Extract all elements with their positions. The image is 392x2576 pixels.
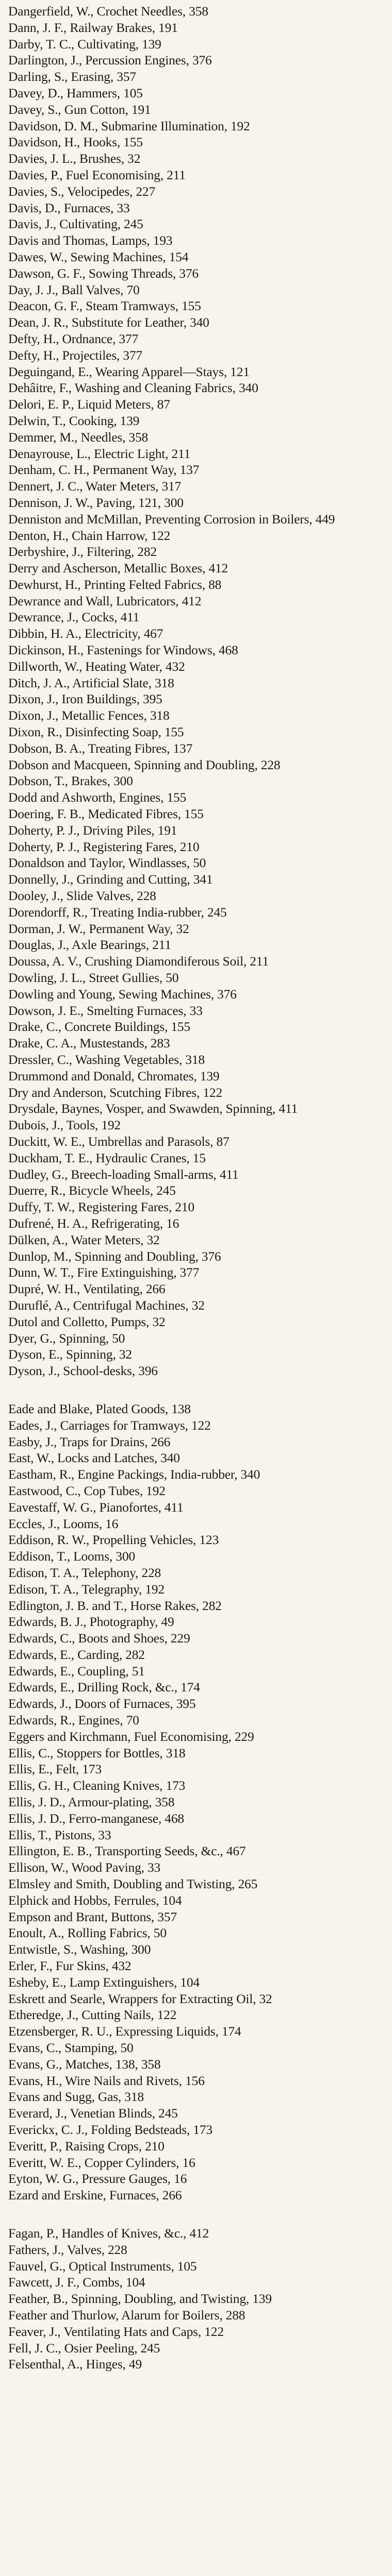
index-entry: Eskrett and Searle, Wrappers for Extracting Oil, 32 xyxy=(8,1991,272,2006)
index-entry: Feather, B., Spinning, Doubling, and Twisting, 139 xyxy=(8,2291,272,2307)
index-entry: Feaver, J., Ventilating Hats and Caps, 122 xyxy=(8,2324,224,2339)
index-entry: Edwards, R., Engines, 70 xyxy=(8,1713,139,1728)
index-entry: Ellis, J. D., Ferro-manganese, 468 xyxy=(8,1810,184,1826)
index-entry: Dyer, G., Spinning, 50 xyxy=(8,1330,125,1346)
index-entry: Donaldson and Taylor, Windlasses, 50 xyxy=(8,855,206,871)
index-entry: Drake, C., Concrete Buildings, 155 xyxy=(8,1019,190,1035)
index-entry: Dobson and Macqueen, Spinning and Doubling, 228 xyxy=(8,757,281,772)
index-entry: Dupré, W. H., Ventilating, 266 xyxy=(8,1281,166,1297)
index-entry: Etheredge, J., Cutting Nails, 122 xyxy=(8,2007,177,2023)
index-entry: Eccles, J., Looms, 16 xyxy=(8,1516,119,1531)
index-entry: Duckham, T. E., Hydraulic Cranes, 15 xyxy=(8,1150,206,1165)
index-entry: Drummond and Donald, Chromates, 139 xyxy=(8,1068,220,1083)
index-entry: Dewrance and Wall, Lubricators, 412 xyxy=(8,593,202,608)
index-entry: Eddison, R. W., Propelling Vehicles, 123 xyxy=(8,1532,219,1548)
index-entry: Doussa, A. V., Crushing Diamondiferous Soil, 211 xyxy=(8,954,269,969)
index-entry: Dudley, G., Breech-loading Small-arms, 411 xyxy=(8,1166,239,1182)
index-entry: Ellis, G. H., Cleaning Knives, 173 xyxy=(8,1778,186,1793)
index-entry: Davis, D., Furnaces, 33 xyxy=(8,200,130,215)
index-entry: Empson and Brant, Buttons, 357 xyxy=(8,1909,177,1924)
index-entry: Day, J. J., Ball Valves, 70 xyxy=(8,282,140,297)
index-entry: Dufrené, H. A., Refrigerating, 16 xyxy=(8,1215,179,1231)
index-entry: East, W., Locks and Latches, 340 xyxy=(8,1450,180,1466)
index-entry: Delwin, T., Cooking, 139 xyxy=(8,413,140,428)
index-entry: Davis and Thomas, Lamps, 193 xyxy=(8,233,173,248)
index-entry: Deguingand, E., Wearing Apparel—Stays, 121 xyxy=(8,364,250,379)
index-entry: Duckitt, W. E., Umbrellas and Parasols, 87 xyxy=(8,1133,230,1149)
index-entry: Duerre, R., Bicycle Wheels, 245 xyxy=(8,1183,176,1198)
index-entry: Erler, F., Fur Skins, 432 xyxy=(8,1958,132,1974)
index-entry: Davies, S., Velocipedes, 227 xyxy=(8,183,156,199)
index-entry: Elmsley and Smith, Doubling and Twisting, 265 xyxy=(8,1876,258,1892)
index-entry: Fathers, J., Valves, 228 xyxy=(8,2242,127,2257)
index-entry: Ellington, E. B., Transporting Seeds, &c., 467 xyxy=(8,1843,246,1859)
index-entry: Davey, S., Gun Cotton, 191 xyxy=(8,101,151,117)
index-entry: Dobson, T., Brakes, 300 xyxy=(8,773,133,789)
index-section-d xyxy=(8,3,384,1379)
index-entry: Dunlop, M., Spinning and Doubling, 376 xyxy=(8,1248,221,1264)
index-entry: Dennert, J. C., Water Meters, 317 xyxy=(8,479,182,494)
index-entry: Fauvel, G., Optical Instruments, 105 xyxy=(8,2258,197,2274)
index-entry: Eggers and Kirchmann, Fuel Economising, 229 xyxy=(8,1728,254,1744)
index-entry: Edwards, J., Doors of Furnaces, 395 xyxy=(8,1696,196,1711)
index-entry: Deacon, G. F., Steam Tramways, 155 xyxy=(8,298,201,314)
index-entry: Defty, H., Projectiles, 377 xyxy=(8,347,142,363)
index-entry: Eastwood, C., Cop Tubes, 192 xyxy=(8,1483,166,1498)
index-entry: Dangerfield, W., Crochet Needles, 358 xyxy=(8,4,208,19)
index-entry: Davis, J., Cultivating, 245 xyxy=(8,216,143,232)
index-entry: Eade and Blake, Plated Goods, 138 xyxy=(8,1401,191,1416)
index-entry: Everickx, C. J., Folding Bedsteads, 173 xyxy=(8,2122,213,2137)
index-entry: Dorendorff, R., Treating India-rubber, 245 xyxy=(8,904,227,920)
index-entry: Dixon, J., Metallic Fences, 318 xyxy=(8,708,170,723)
index-entry: Feather and Thurlow, Alarum for Boilers, 288 xyxy=(8,2307,246,2323)
index-entry: Eastham, R., Engine Packings, India-rubber, 340 xyxy=(8,1467,260,1482)
index-entry: Davidson, D. M., Submarine Illumination, 192 xyxy=(8,118,250,133)
index-entry: Dowson, J. E., Smelting Furnaces, 33 xyxy=(8,1003,203,1018)
index-entry: Edlington, J. B. and T., Horse Rakes, 282 xyxy=(8,1598,222,1613)
index-entry: Douglas, J., Axle Bearings, 211 xyxy=(8,937,171,953)
index-entry: Doherty, P. J., Driving Piles, 191 xyxy=(8,822,177,838)
index-entry: Denniston and McMillan, Preventing Corrosion in Boilers, 449 xyxy=(8,511,335,527)
index-entry: Ellis, C., Stoppers for Bottles, 318 xyxy=(8,1745,186,1760)
index-entry: Drysdale, Baynes, Vosper, and Swawden, Spinning, 411 xyxy=(8,1101,298,1116)
index-entry: Delori, E. P., Liquid Meters, 87 xyxy=(8,397,170,412)
index-entry: Dowling and Young, Sewing Machines, 376 xyxy=(8,986,237,1002)
index-entry: Ellis, E., Felt, 173 xyxy=(8,1761,102,1777)
index-entry: Dixon, R., Disinfecting Soap, 155 xyxy=(8,724,184,740)
index-entry: Everitt, W. E., Copper Cylinders, 16 xyxy=(8,2155,195,2170)
index-entry: Edison, T. A., Telegraphy, 192 xyxy=(8,1581,165,1597)
index-entry: Edwards, B. J., Photography, 49 xyxy=(8,1614,174,1630)
index-entry: Dixon, J., Iron Buildings, 395 xyxy=(8,691,162,707)
index-entry: Ellis, T., Pistons, 33 xyxy=(8,1827,111,1842)
index-entry: Edwards, E., Coupling, 51 xyxy=(8,1663,145,1679)
index-section-e xyxy=(8,1401,384,2204)
index-entry: Fell, J. C., Osier Peeling, 245 xyxy=(8,2340,160,2355)
index-entry: Denayrouse, L., Electric Light, 211 xyxy=(8,446,191,461)
index-entry: Dibbin, H. A., Electricity, 467 xyxy=(8,626,164,641)
index-entry: Doering, F. B., Medicated Fibres, 155 xyxy=(8,806,204,822)
index-entry: Dann, J. F., Railway Brakes, 191 xyxy=(8,20,178,35)
index-entry: Dickinson, H., Fastenings for Windows, 468 xyxy=(8,642,238,658)
index-entry: Darlington, J., Percussion Engines, 376 xyxy=(8,53,212,68)
index-entry: Doherty, P. J., Registering Fares, 210 xyxy=(8,839,200,854)
index-entry: Esheby, E., Lamp Extinguishers, 104 xyxy=(8,1974,200,1990)
index-entry: Dutol and Colletto, Pumps, 32 xyxy=(8,1314,166,1329)
index-entry: Davidson, H., Hooks, 155 xyxy=(8,134,143,150)
index-entry: Davies, P., Fuel Economising, 211 xyxy=(8,167,186,182)
index-entry: Davey, D., Hammers, 105 xyxy=(8,85,143,100)
index-entry: Dillworth, W., Heating Water, 432 xyxy=(8,658,185,674)
index-entry: Dewrance, J., Cocks, 411 xyxy=(8,609,140,625)
index-entry: Evans, H., Wire Nails and Rivets, 156 xyxy=(8,2073,205,2088)
index-entry: Dunn, W. T., Fire Extinguishing, 377 xyxy=(8,1265,200,1280)
index-entry: Evans, C., Stamping, 50 xyxy=(8,2040,134,2056)
index-entry: Denton, H., Chain Harrow, 122 xyxy=(8,528,171,543)
index-entry: Edwards, E., Carding, 282 xyxy=(8,1647,145,1662)
index-entry: Dyson, J., School-desks, 396 xyxy=(8,1363,158,1379)
index-entry: Ezard and Erskine, Furnaces, 266 xyxy=(8,2188,182,2203)
index-entry: Enoult, A., Rolling Fabrics, 50 xyxy=(8,1925,167,1941)
index-entry: Donnelly, J., Grinding and Cutting, 341 xyxy=(8,872,213,887)
index-entry: Eddison, T., Looms, 300 xyxy=(8,1549,135,1564)
index-entry: Edwards, E., Drilling Rock, &c., 174 xyxy=(8,1680,200,1695)
index-entry: Demmer, M., Needles, 358 xyxy=(8,429,149,445)
index-entry: Dobson, B. A., Treating Fibres, 137 xyxy=(8,740,193,756)
index-entry: Dressler, C., Washing Vegetables, 318 xyxy=(8,1052,205,1067)
index-entry: Ditch, J. A., Artificial Slate, 318 xyxy=(8,675,174,690)
index-entry: Dewhurst, H., Printing Felted Fabrics, 88 xyxy=(8,577,222,592)
index-entry: Dennison, J. W., Paving, 121, 300 xyxy=(8,495,184,510)
index-entry: Dehâitre, F., Washing and Cleaning Fabrics, 340 xyxy=(8,380,258,396)
index-entry: Eades, J., Carriages for Tramways, 122 xyxy=(8,1417,211,1433)
index-entry: Defty, H., Ordnance, 377 xyxy=(8,331,139,346)
index-entry: Eavestaff, W. G., Pianofortes, 411 xyxy=(8,1499,184,1515)
index-entry: Derry and Ascherson, Metallic Boxes, 412 xyxy=(8,561,228,576)
index-entry: Dodd and Ashworth, Engines, 155 xyxy=(8,790,187,805)
index-entry: Fagan, P., Handles of Knives, &c., 412 xyxy=(8,2225,209,2241)
index-entry: Dawes, W., Sewing Machines, 154 xyxy=(8,249,189,264)
index-entry: Denham, C. H., Permanent Way, 137 xyxy=(8,462,200,478)
index-entry: Etzensberger, R. U., Expressing Liquids, 174 xyxy=(8,2024,241,2039)
index-entry: Elphick and Hobbs, Ferrules, 104 xyxy=(8,1892,182,1908)
index-entry: Ellison, W., Wood Paving, 33 xyxy=(8,1860,161,1875)
index-entry: Dyson, E., Spinning, 32 xyxy=(8,1347,132,1362)
index-entry: Drake, C. A., Mustestands, 283 xyxy=(8,1036,170,1051)
index-entry: Davies, J. L., Brushes, 32 xyxy=(8,151,141,166)
index-section-f xyxy=(8,2225,384,2372)
index-entry: Darby, T. C., Cultivating, 139 xyxy=(8,36,161,52)
index-entry: Easby, J., Traps for Drains, 266 xyxy=(8,1434,171,1449)
index-entry: Derbyshire, J., Filtering, 282 xyxy=(8,544,157,560)
index-entry: Dülken, A., Water Meters, 32 xyxy=(8,1232,160,1247)
index-entry: Fawcett, J. F., Combs, 104 xyxy=(8,2275,145,2290)
index-entry: Dubois, J., Tools, 192 xyxy=(8,1117,121,1133)
index-entry: Dooley, J., Slide Valves, 228 xyxy=(8,888,156,904)
index-entry: Eyton, W. G., Pressure Gauges, 16 xyxy=(8,2171,187,2187)
index-entry: Ellis, J. D., Armour-plating, 358 xyxy=(8,1794,175,1810)
index-entry: Dowling, J. L., Street Gullies, 50 xyxy=(8,970,179,986)
index-entry: Felsenthal, A., Hinges, 49 xyxy=(8,2357,142,2372)
index-entry: Dorman, J. W., Permanent Way, 32 xyxy=(8,921,189,936)
index-entry: Everard, J., Venetian Blinds, 245 xyxy=(8,2106,178,2121)
index-entry: Evans and Sugg, Gas, 318 xyxy=(8,2089,144,2105)
index-entry: Darling, S., Erasing, 357 xyxy=(8,69,136,84)
index-entry: Dean, J. R., Substitute for Leather, 340 xyxy=(8,315,209,330)
index-entry: Entwistle, S., Washing, 300 xyxy=(8,1942,151,1957)
index-entry: Dry and Anderson, Scutching Fibres, 122 xyxy=(8,1084,223,1100)
index-entry: Edison, T. A., Telephony, 228 xyxy=(8,1565,161,1580)
index-entry: Evans, G., Matches, 138, 358 xyxy=(8,2056,161,2072)
index-entry: Dawson, G. F., Sowing Threads, 376 xyxy=(8,265,199,281)
index-entry: Everitt, P., Raising Crops, 210 xyxy=(8,2138,165,2154)
index-entry: Duruflé, A., Centrifugal Machines, 32 xyxy=(8,1297,205,1313)
index-entry: Edwards, C., Boots and Shoes, 229 xyxy=(8,1631,190,1646)
index-entry: Duffy, T. W., Registering Fares, 210 xyxy=(8,1199,194,1215)
